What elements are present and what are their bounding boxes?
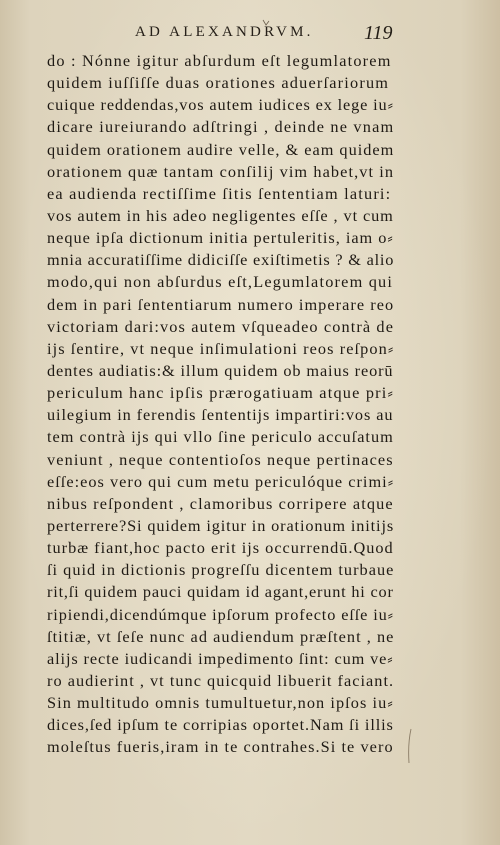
text-line: neque ipſa dictionum initia pertuleritis, iam o⸗: [47, 228, 394, 248]
text-line: ripiendi,dicendúmque ipſorum profecto eſſe iu⸗: [47, 604, 394, 624]
text-line: quidem orationem audire velle, & eam quidem: [47, 139, 395, 159]
text-line: nibus reſpondent , clamoribus corripere atque: [47, 493, 394, 513]
text-line: ijs ſentire, vt neque inſimulationi reos reſpon⸗: [47, 338, 395, 358]
margin-pencil-mark: [407, 728, 413, 764]
text-line: dices,ſed ipſum te corripias oportet.Nam ſi illis: [47, 715, 394, 735]
text-line: dentes audiatis:& illum quidem ob maius reorū: [47, 360, 394, 380]
text-line: orationem quæ tantam conſilij vim habet,vt in: [47, 161, 395, 181]
text-line: ea audienda rectiſſime ſitis ſententiam laturi:: [47, 183, 392, 203]
text-line: periculum hanc ipſis prærogatiuam atque pri⸗: [47, 383, 395, 403]
text-line: cuique reddendas,vos autem iudices ex lege iu⸗: [47, 95, 394, 115]
text-line: ro audierint , vt tunc quicquid libuerit faciant.: [47, 670, 395, 690]
text-line: alijs recte iudicandi impedimento ſint: cum ve⸗: [47, 648, 394, 668]
text-line: turbæ fiant,hoc pacto erit ijs occurrendū.Quod: [47, 538, 394, 558]
text-line: perterrere?Si quidem igitur in orationum initijs: [47, 515, 395, 535]
body-text: [47, 50, 393, 759]
text-line: rit,ſi quidem pauci quidam id agant,erunt hi cor: [47, 582, 394, 602]
text-line: uilegium in ferendis ſententijs impartiri:vos au: [47, 405, 394, 425]
text-line: moleſtus fueris,iram in te contrahes.Si te vero: [47, 737, 394, 757]
text-line: veniunt , neque contentioſos neque pertinaces: [47, 449, 394, 469]
page-number: 119: [364, 22, 393, 44]
text-line: dicare iureiurando adſtringi , deinde ne vnam: [47, 117, 395, 137]
text-line: dem in pari ſententiarum numero imperare reo: [47, 294, 395, 314]
text-line: eſſe:eos vero qui cum metu periculóque crimi⸗: [47, 471, 395, 491]
ink-tick-mark: [262, 14, 270, 32]
page-header: [0, 22, 500, 48]
text-line: mnia accuratiſſime didiciſſe exiſtimetis ? & alio: [47, 250, 395, 270]
text-line: ſi quid in dictionis progreſſu dicentem turbaue: [47, 560, 395, 580]
text-line: quidem iuſſiſſe duas orationes aduerſariorum: [47, 73, 390, 93]
text-line: victoriam dari:vos autem vſqueadeo contrà de: [47, 316, 395, 336]
text-line: do : Nónne igitur abſurdum eſt legumlatorem: [47, 51, 392, 70]
text-line: tem contrà ijs qui vllo ſine periculo accuſatum: [47, 427, 394, 447]
text-line: modo,qui non abſurdus eſt,Legumlatorem qui: [47, 272, 394, 292]
running-title: AD ALEXANDRVM.: [135, 24, 314, 40]
text-line: Sin multitudo omnis tumultuetur,non ipſos iu⸗: [47, 693, 394, 713]
text-line: ſtitiæ, vt ſeſe nunc ad audiendum præſtent , ne: [47, 626, 395, 646]
text-line: vos autem in his adeo negligentes eſſe , vt cum: [47, 205, 394, 225]
